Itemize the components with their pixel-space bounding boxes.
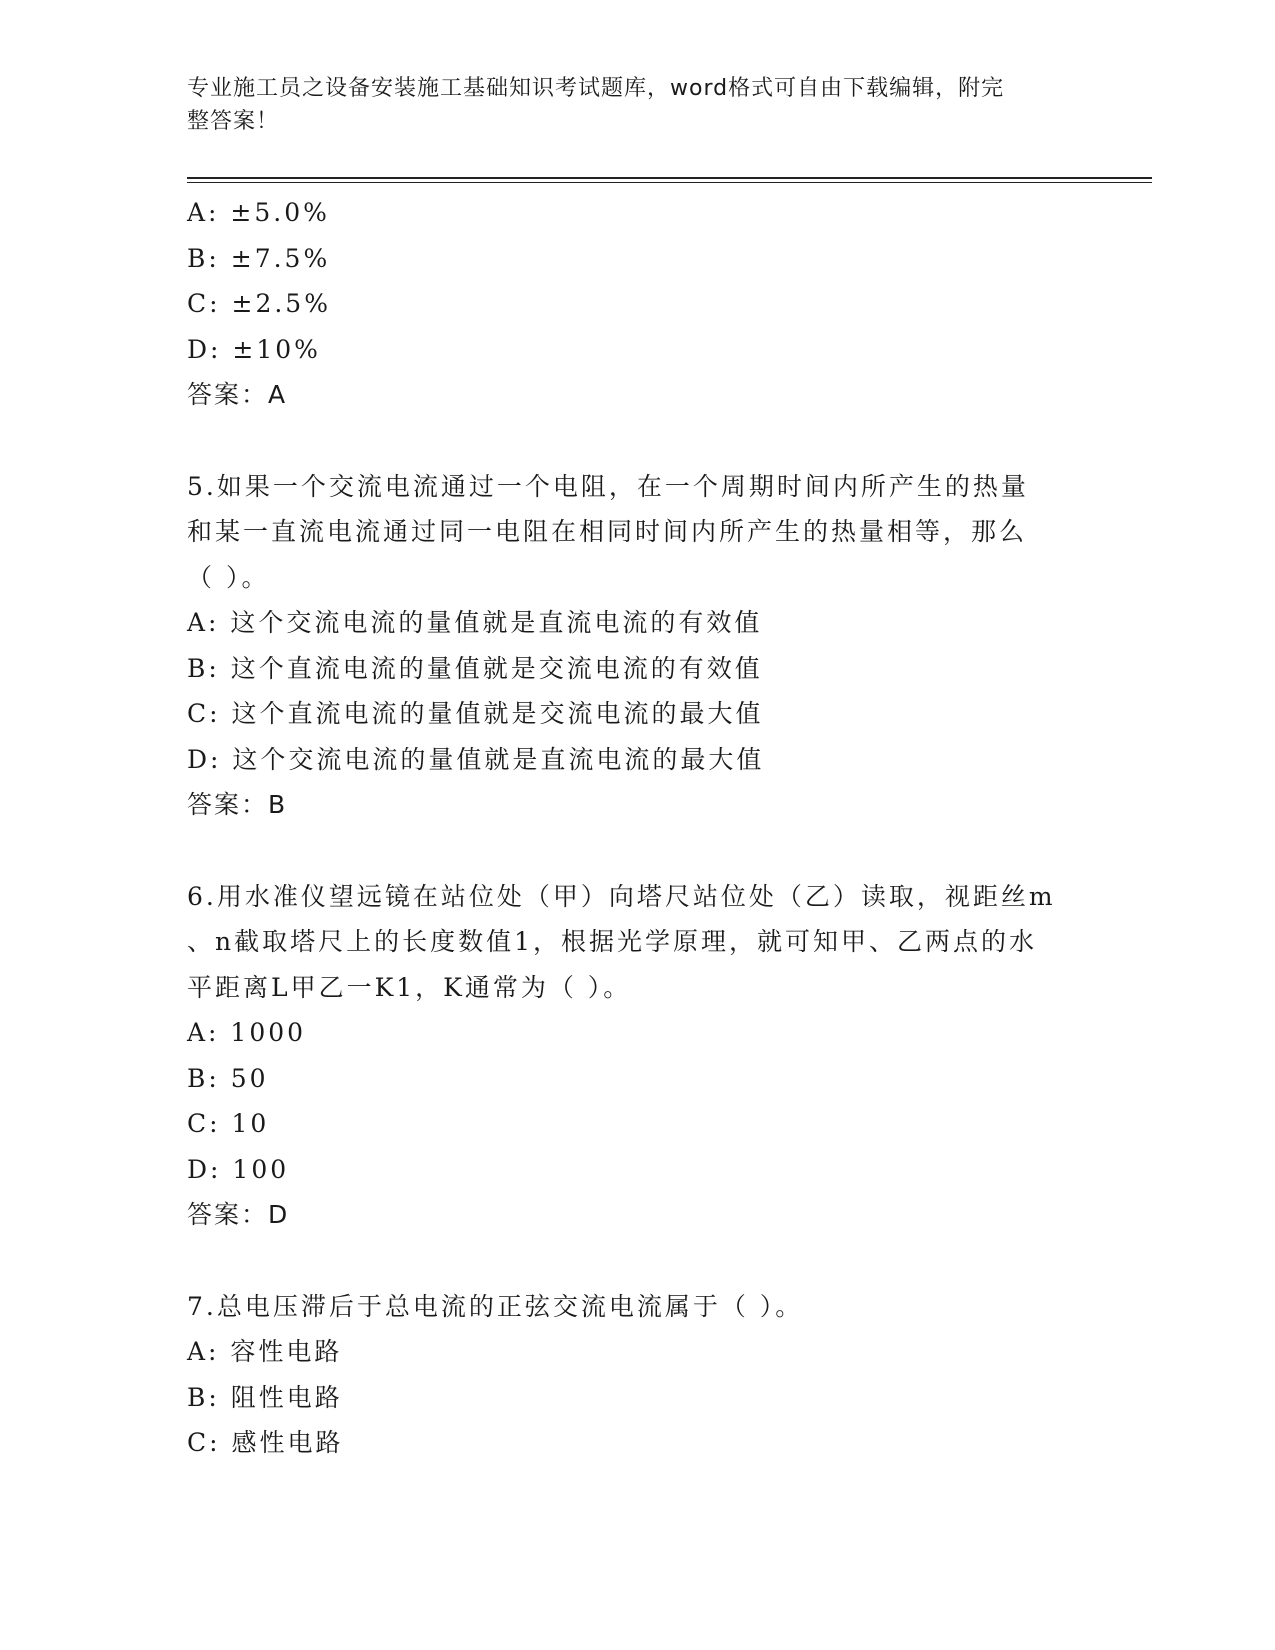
option-c: C: 10 (187, 1109, 270, 1138)
header-line-1: 专业施工员之设备安装施工基础知识考试题库，word格式可自由下载编辑，附完 (187, 76, 1005, 101)
question-gap (187, 418, 1087, 464)
header-line-2: 整答案！ (187, 109, 280, 134)
question-text-line: （ ）。 (187, 562, 270, 592)
document-header (187, 72, 1067, 138)
answer: 答案：D (187, 1200, 290, 1229)
option-a: A: 容性电路 (187, 1337, 343, 1366)
answer: 答案：B (187, 790, 288, 819)
header-rule-thin (187, 182, 1152, 183)
question-5 (187, 464, 1087, 828)
option-a: A: ±5.0% (187, 198, 330, 227)
option-d: D: ±10% (187, 334, 321, 364)
option-b: B: 50 (187, 1063, 269, 1093)
option-c: C: 这个直流电流的量值就是交流电流的最大值 (187, 699, 764, 728)
question-text-line: 平距离L甲乙一K1，K通常为（ ）。 (187, 972, 632, 1002)
header-rule-thick (187, 177, 1152, 179)
option-d: D: 这个交流电流的量值就是直流电流的最大值 (187, 744, 765, 774)
question-text-line: 5.如果一个交流电流通过一个电阻，在一个周期时间内所产生的热量 (187, 471, 1029, 501)
question-text-line: 、n截取塔尺上的长度数值1，根据光学原理，就可知甲、乙两点的水 (187, 927, 1038, 956)
option-a: A: 1000 (187, 1018, 307, 1047)
option-c: C: ±2.5% (187, 289, 331, 318)
question-4 (187, 190, 1087, 418)
question-gap (187, 828, 1087, 874)
question-text-line: 7.总电压滞后于总电流的正弦交流电流属于（ ）。 (187, 1291, 804, 1321)
option-a: A: 这个交流电流的量值就是直流电流的有效值 (187, 608, 763, 637)
option-b: B: ±7.5% (187, 243, 331, 273)
answer: 答案：A (187, 380, 288, 409)
option-b: B: 阻性电路 (187, 1382, 343, 1412)
question-text-line: 6.用水准仪望远镜在站位处（甲）向塔尺站位处（乙）读取，视距丝m (187, 881, 1056, 911)
question-text-line: 和某一直流电流通过同一电阻在相同时间内所产生的热量相等，那么 (187, 517, 1028, 546)
question-6 (187, 874, 1087, 1238)
question-gap (187, 1238, 1087, 1284)
option-b: B: 这个直流电流的量值就是交流电流的有效值 (187, 653, 763, 683)
option-d: D: 100 (187, 1154, 290, 1184)
question-7 (187, 1284, 1087, 1466)
question-list (187, 190, 1087, 1466)
option-c: C: 感性电路 (187, 1428, 344, 1457)
